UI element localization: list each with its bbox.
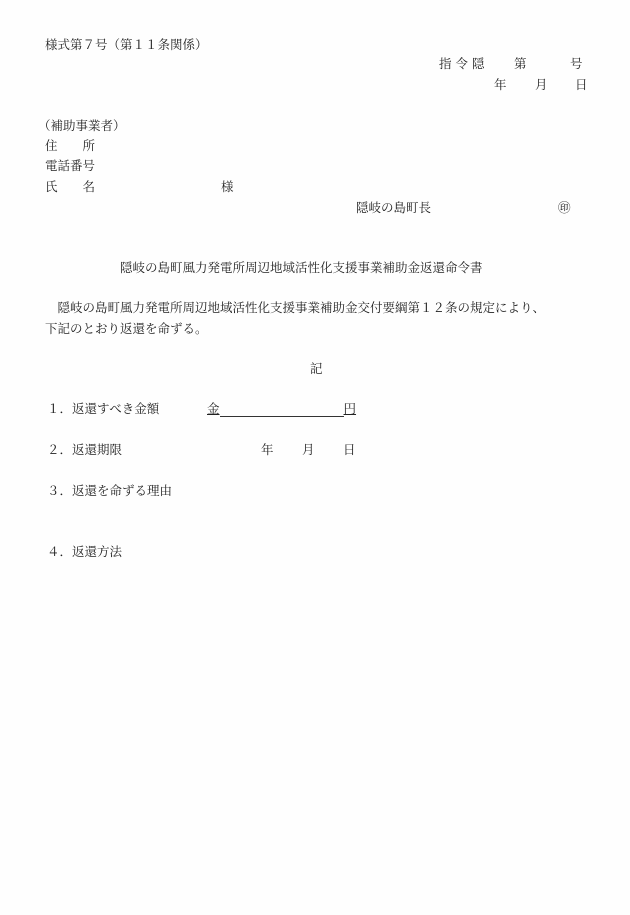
item-2-label: 返還期限 xyxy=(72,442,123,457)
deadline-day: 日 xyxy=(343,442,356,457)
item-3-number: ３． xyxy=(47,483,73,498)
recipient-heading: （補助事業者） xyxy=(38,118,126,133)
document-number-prefix: 指 令 隠 xyxy=(439,56,485,71)
issue-date-day: 日 xyxy=(575,77,588,92)
ki-heading: 記 xyxy=(310,361,323,376)
name-label: 氏 名 xyxy=(45,179,96,194)
item-1-label: 返還すべき金額 xyxy=(72,401,160,416)
document-number-dai: 第 xyxy=(514,56,527,71)
amount-blank xyxy=(220,402,344,417)
document-number-go: 号 xyxy=(570,56,583,71)
amount-suffix: 円 xyxy=(343,401,357,416)
item-3-label: 返還を命ずる理由 xyxy=(72,483,173,498)
address-label: 住 所 xyxy=(45,138,96,153)
item-4-label: 返還方法 xyxy=(72,544,123,559)
item-4-number: ４． xyxy=(47,544,73,559)
amount-prefix: 金 xyxy=(207,401,220,416)
seal-mark: ㊞ xyxy=(558,200,571,215)
body-text-line-2: 下記のとおり返還を命ずる。 xyxy=(45,321,208,336)
honorific-sama: 様 xyxy=(221,179,234,194)
body-text-line-1: 隠岐の島町風力発電所周辺地域活性化支援事業補助金交付要綱第１２条の規定により、 xyxy=(45,300,546,315)
item-2-number: ２． xyxy=(47,442,73,457)
issue-date-month: 月 xyxy=(535,77,548,92)
item-1-number: １． xyxy=(47,401,73,416)
amount-field xyxy=(207,401,356,417)
phone-label: 電話番号 xyxy=(45,158,96,173)
deadline-month: 月 xyxy=(302,442,315,457)
issuer-title: 隠岐の島町長 xyxy=(356,200,432,215)
form-number: 様式第７号（第１１条関係） xyxy=(45,37,208,52)
deadline-year: 年 xyxy=(261,442,274,457)
issue-date-year: 年 xyxy=(494,77,507,92)
document-title: 隠岐の島町風力発電所周辺地域活性化支援事業補助金返還命令書 xyxy=(120,260,483,275)
